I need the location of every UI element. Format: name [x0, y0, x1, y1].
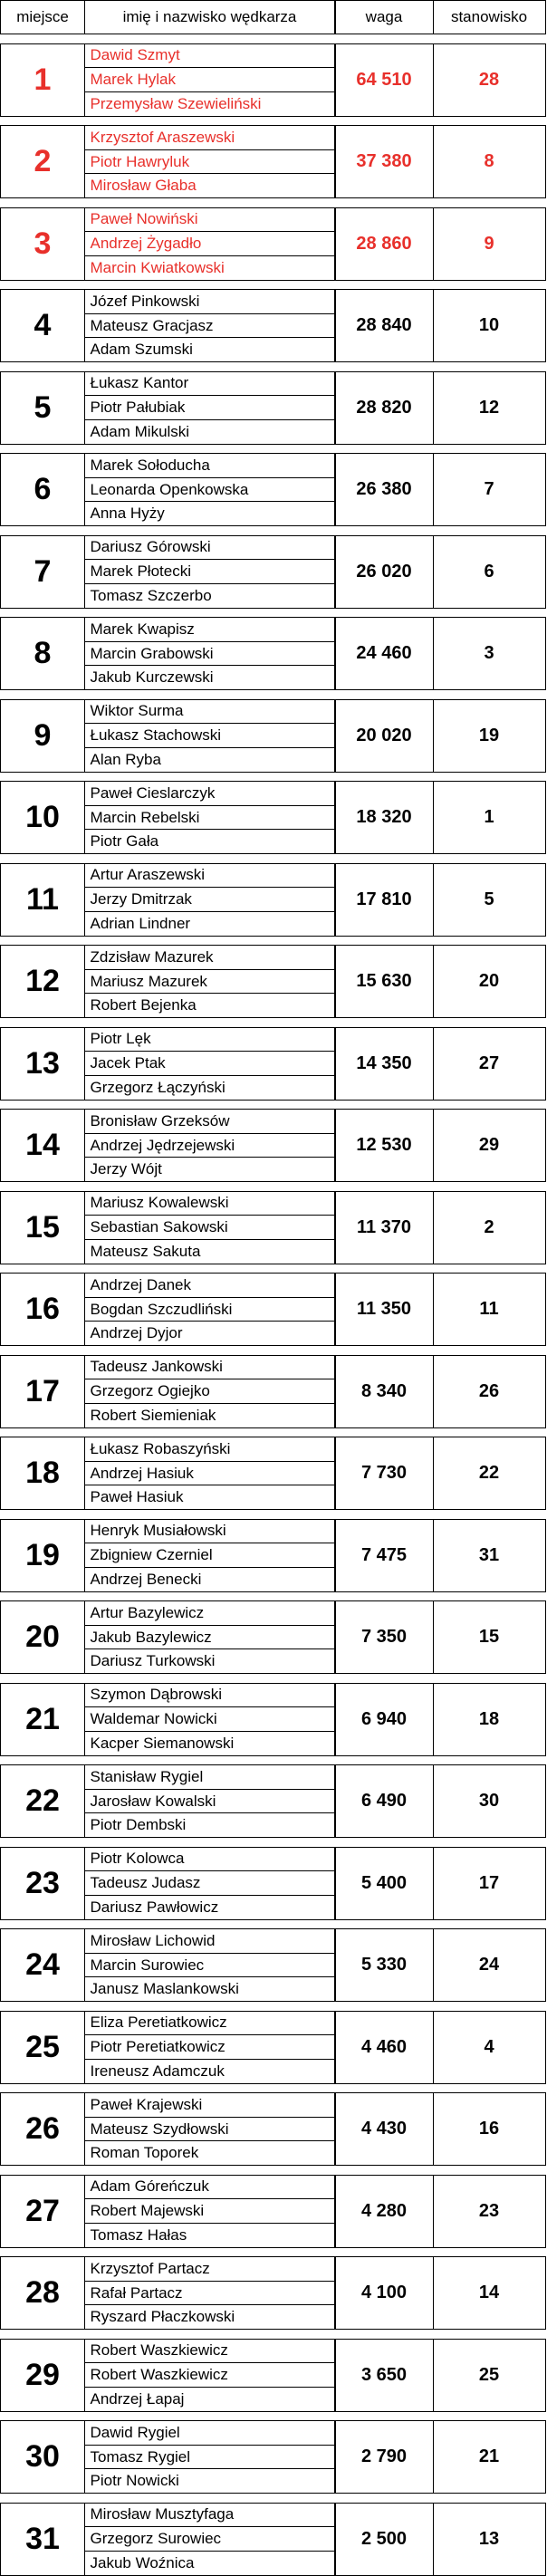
place-cell: 2: [0, 125, 85, 198]
place-cell: 26: [0, 2092, 85, 2166]
angler-name: Mariusz Mazurek: [85, 969, 335, 994]
angler-name: Zbigniew Czerniel: [85, 1543, 335, 1567]
table-row: [0, 945, 547, 1018]
names-cell: [84, 125, 336, 198]
names-cell: [84, 945, 336, 1018]
names-cell: [84, 2092, 336, 2166]
angler-name: Józef Pinkowski: [90, 292, 200, 310]
station-cell: 6: [433, 535, 546, 609]
angler-name: Marek Płotecki: [85, 559, 335, 583]
angler-name: Dawid Szmyt: [90, 46, 180, 64]
names-cell: [84, 371, 336, 445]
table-row: [0, 1928, 547, 2002]
angler-name: Piotr Dembski: [85, 1812, 335, 1837]
station-cell: 5: [433, 863, 546, 937]
names-cell: [84, 1847, 336, 1920]
table-row: [0, 1600, 547, 1674]
names-cell: [84, 289, 336, 362]
angler-name: Piotr Hawryluk: [85, 149, 335, 174]
weight-cell: 20 020: [334, 699, 434, 773]
station-cell: 15: [433, 1600, 546, 1674]
weight-cell: 12 530: [334, 1109, 434, 1182]
table-row: [0, 1109, 547, 1182]
place-cell: 1: [0, 43, 85, 117]
angler-name: Piotr Gała: [85, 829, 335, 853]
place-cell: 10: [0, 781, 85, 854]
weight-cell: 28 820: [334, 371, 434, 445]
angler-name: Grzegorz Ogiejko: [85, 1379, 335, 1403]
angler-name: Jarosław Kowalski: [85, 1789, 335, 1813]
angler-name: Paweł Hasiuk: [85, 1485, 335, 1509]
names-cell: [84, 1355, 336, 1428]
station-cell: 16: [433, 2092, 546, 2166]
angler-name: Marcin Grabowski: [85, 641, 335, 666]
table-row: [0, 2011, 547, 2084]
angler-name: Tomasz Hałas: [85, 2223, 335, 2247]
angler-name: Bronisław Grzeksów: [90, 1111, 230, 1129]
names-cell: [84, 863, 336, 937]
angler-name: Dariusz Górowski: [90, 538, 211, 556]
station-cell: 18: [433, 1683, 546, 1756]
angler-name: Piotr Lęk: [90, 1030, 151, 1048]
angler-name: Adrian Lindner: [85, 911, 335, 936]
place-cell: 20: [0, 1600, 85, 1674]
angler-name: Krzysztof Araszewski: [90, 128, 235, 146]
table-row: [0, 2503, 547, 2576]
station-cell: 2: [433, 1191, 546, 1264]
station-cell: 30: [433, 1764, 546, 1838]
names-cell: [84, 1519, 336, 1592]
angler-name: Mirosław Lichowid: [90, 1931, 216, 1949]
angler-name: Andrzej Żygadło: [85, 231, 335, 255]
table-row: [0, 1847, 547, 1920]
names-cell: [84, 453, 336, 526]
station-cell: 24: [433, 1928, 546, 2002]
names-cell: [84, 1437, 336, 1510]
table-row: [0, 125, 547, 198]
weight-cell: 5 400: [334, 1847, 434, 1920]
weight-cell: 28 840: [334, 289, 434, 362]
table-body: [0, 43, 547, 2576]
angler-name: Kacper Siemanowski: [85, 1731, 335, 1755]
names-cell: [84, 1928, 336, 2002]
place-cell: 19: [0, 1519, 85, 1592]
angler-name: Piotr Pałubiak: [85, 395, 335, 419]
angler-name: Jerzy Dmitrzak: [85, 887, 335, 911]
angler-name: Bogdan Szczudliński: [85, 1297, 335, 1322]
place-cell: 12: [0, 945, 85, 1018]
station-cell: 27: [433, 1027, 546, 1101]
angler-name: Janusz Maslankowski: [85, 1976, 335, 2001]
place-cell: 6: [0, 453, 85, 526]
table-row: [0, 535, 547, 609]
angler-name: Łukasz Robaszyński: [90, 1439, 231, 1457]
names-cell: [84, 1109, 336, 1182]
weight-cell: 7 730: [334, 1437, 434, 1510]
place-cell: 11: [0, 863, 85, 937]
angler-name: Jerzy Wójt: [85, 1157, 335, 1181]
station-cell: 10: [433, 289, 546, 362]
table-row: [0, 2339, 547, 2412]
header-weight: waga: [334, 0, 434, 34]
place-cell: 29: [0, 2339, 85, 2412]
angler-name: Tadeusz Judasz: [85, 1870, 335, 1895]
angler-name: Adam Góreńczuk: [90, 2177, 209, 2196]
table-row: [0, 1027, 547, 1101]
angler-name: Tadeusz Jankowski: [90, 1358, 223, 1376]
angler-name: Paweł Krajewski: [90, 2095, 203, 2113]
angler-name: Marek Sołoducha: [90, 456, 210, 474]
angler-name: Paweł Nowiński: [90, 210, 198, 228]
weight-cell: 37 380: [334, 125, 434, 198]
angler-name: Mateusz Gracjasz: [85, 313, 335, 338]
angler-name: Mirosław Głaba: [85, 173, 335, 197]
place-cell: 28: [0, 2256, 85, 2330]
angler-name: Piotr Kolowca: [90, 1850, 185, 1868]
angler-name: Łukasz Kantor: [90, 374, 189, 392]
table-row: [0, 1355, 547, 1428]
angler-name: Tomasz Szczerbo: [85, 583, 335, 608]
angler-name: Ryszard Płaczkowski: [85, 2304, 335, 2329]
names-cell: [84, 535, 336, 609]
angler-name: Dawid Rygiel: [90, 2423, 180, 2441]
names-cell: [84, 699, 336, 773]
names-cell: [84, 1273, 336, 1346]
angler-name: Łukasz Stachowski: [85, 723, 335, 747]
weight-cell: 26 020: [334, 535, 434, 609]
angler-name: Artur Araszewski: [90, 866, 206, 884]
station-cell: 7: [433, 453, 546, 526]
station-cell: 11: [433, 1273, 546, 1346]
angler-name: Wiktor Surma: [90, 702, 184, 720]
station-cell: 22: [433, 1437, 546, 1510]
angler-name: Jakub Woźnica: [85, 2551, 335, 2575]
table-row: [0, 617, 547, 690]
names-cell: [84, 2339, 336, 2412]
station-cell: 14: [433, 2256, 546, 2330]
angler-name: Mirosław Musztyfaga: [90, 2505, 235, 2523]
angler-name: Roman Toporek: [85, 2140, 335, 2165]
station-cell: 25: [433, 2339, 546, 2412]
angler-name: Robert Bejenka: [85, 993, 335, 1017]
angler-name: Artur Bazylewicz: [90, 1603, 205, 1621]
place-cell: 18: [0, 1437, 85, 1510]
names-cell: [84, 43, 336, 117]
weight-cell: 28 860: [334, 207, 434, 281]
table-row: [0, 781, 547, 854]
station-cell: 12: [433, 371, 546, 445]
angler-name: Jakub Kurczewski: [85, 665, 335, 689]
angler-name: Mariusz Kowalewski: [90, 1194, 229, 1212]
weight-cell: 6 940: [334, 1683, 434, 1756]
angler-name: Zdzisław Mazurek: [90, 947, 214, 966]
angler-name: Dariusz Turkowski: [85, 1648, 335, 1673]
weight-cell: 26 380: [334, 453, 434, 526]
names-cell: [84, 2175, 336, 2248]
table-header: [0, 0, 547, 34]
table-row: [0, 863, 547, 937]
place-cell: 7: [0, 535, 85, 609]
station-cell: 1: [433, 781, 546, 854]
angler-name: Tomasz Rygiel: [85, 2445, 335, 2469]
table-row: [0, 453, 547, 526]
station-cell: 26: [433, 1355, 546, 1428]
angler-name: Henryk Musiałowski: [90, 1522, 226, 1540]
names-cell: [84, 2503, 336, 2576]
weight-cell: 4 460: [334, 2011, 434, 2084]
header-place: miejsce: [0, 0, 85, 34]
table-row: [0, 1273, 547, 1346]
angler-name: Marek Hylak: [85, 67, 335, 91]
angler-name: Jakub Bazylewicz: [85, 1625, 335, 1649]
station-cell: 13: [433, 2503, 546, 2576]
station-cell: 3: [433, 617, 546, 690]
angler-name: Leonarda Openkowska: [85, 477, 335, 502]
weight-cell: 15 630: [334, 945, 434, 1018]
place-cell: 16: [0, 1273, 85, 1346]
weight-cell: 5 330: [334, 1928, 434, 2002]
angler-name: Marcin Surowiec: [85, 1953, 335, 1977]
table-row: [0, 1683, 547, 1756]
weight-cell: 4 100: [334, 2256, 434, 2330]
angler-name: Mateusz Sakuta: [85, 1239, 335, 1264]
angler-name: Robert Majewski: [85, 2198, 335, 2223]
header-station: stanowisko: [433, 0, 546, 34]
angler-name: Szymon Dąbrowski: [90, 1686, 222, 1704]
names-cell: [84, 1600, 336, 1674]
angler-name: Andrzej Hasiuk: [85, 1461, 335, 1485]
angler-name: Przemysław Szewieliński: [85, 91, 335, 116]
names-cell: [84, 781, 336, 854]
place-cell: 27: [0, 2175, 85, 2248]
station-cell: 17: [433, 1847, 546, 1920]
weight-cell: 11 350: [334, 1273, 434, 1346]
angler-name: Andrzej Benecki: [85, 1567, 335, 1591]
angler-name: Ireneusz Adamczuk: [85, 2059, 335, 2083]
weight-cell: 2 790: [334, 2420, 434, 2494]
place-cell: 15: [0, 1191, 85, 1264]
weight-cell: 14 350: [334, 1027, 434, 1101]
place-cell: 24: [0, 1928, 85, 2002]
table-row: [0, 699, 547, 773]
angler-name: Andrzej Dyjor: [85, 1321, 335, 1345]
place-cell: 9: [0, 699, 85, 773]
place-cell: 17: [0, 1355, 85, 1428]
table-row: [0, 1764, 547, 1838]
angler-name: Alan Ryba: [85, 747, 335, 772]
angler-name: Piotr Nowicki: [85, 2468, 335, 2493]
place-cell: 14: [0, 1109, 85, 1182]
angler-name: Piotr Peretiatkowicz: [85, 2034, 335, 2059]
angler-name: Krzysztof Partacz: [90, 2259, 210, 2277]
table-row: [0, 1191, 547, 1264]
names-cell: [84, 1764, 336, 1838]
station-cell: 21: [433, 2420, 546, 2494]
header-names: imię i nazwisko wędkarza: [84, 0, 336, 34]
place-cell: 4: [0, 289, 85, 362]
angler-name: Andrzej Łapaj: [85, 2387, 335, 2411]
angler-name: Grzegorz Surowiec: [85, 2526, 335, 2551]
station-cell: 28: [433, 43, 546, 117]
angler-name: Andrzej Jędrzejewski: [85, 1133, 335, 1158]
place-cell: 22: [0, 1764, 85, 1838]
station-cell: 20: [433, 945, 546, 1018]
weight-cell: 8 340: [334, 1355, 434, 1428]
angler-name: Paweł Cieslarczyk: [90, 783, 216, 802]
angler-name: Jacek Ptak: [85, 1051, 335, 1075]
names-cell: [84, 1683, 336, 1756]
angler-name: Marcin Kwiatkowski: [85, 255, 335, 280]
place-cell: 25: [0, 2011, 85, 2084]
weight-cell: 4 280: [334, 2175, 434, 2248]
station-cell: 31: [433, 1519, 546, 1592]
names-cell: [84, 207, 336, 281]
weight-cell: 11 370: [334, 1191, 434, 1264]
angler-name: Dariusz Pawłowicz: [85, 1895, 335, 1919]
angler-name: Eliza Peretiatkowicz: [90, 2014, 227, 2032]
place-cell: 21: [0, 1683, 85, 1756]
weight-cell: 24 460: [334, 617, 434, 690]
station-cell: 4: [433, 2011, 546, 2084]
table-row: [0, 2175, 547, 2248]
table-row: [0, 289, 547, 362]
angler-name: Robert Siemieniak: [85, 1403, 335, 1427]
angler-name: Grzegorz Łączyński: [85, 1075, 335, 1100]
table-row: [0, 2256, 547, 2330]
place-cell: 3: [0, 207, 85, 281]
place-cell: 31: [0, 2503, 85, 2576]
table-row: [0, 1519, 547, 1592]
weight-cell: 3 650: [334, 2339, 434, 2412]
weight-cell: 4 430: [334, 2092, 434, 2166]
place-cell: 5: [0, 371, 85, 445]
names-cell: [84, 1191, 336, 1264]
place-cell: 30: [0, 2420, 85, 2494]
names-cell: [84, 2256, 336, 2330]
place-cell: 13: [0, 1027, 85, 1101]
angler-name: Marek Kwapisz: [90, 620, 195, 638]
angler-name: Robert Waszkiewicz: [85, 2362, 335, 2387]
angler-name: Mateusz Szydłowski: [85, 2117, 335, 2141]
angler-name: Anna Hyży: [85, 501, 335, 525]
table-row: [0, 371, 547, 445]
place-cell: 8: [0, 617, 85, 690]
weight-cell: 7 350: [334, 1600, 434, 1674]
weight-cell: 6 490: [334, 1764, 434, 1838]
table-row: [0, 207, 547, 281]
angler-name: Adam Szumski: [85, 337, 335, 361]
angler-name: Stanisław Rygiel: [90, 1767, 204, 1785]
angler-name: Marcin Rebelski: [85, 805, 335, 830]
names-cell: [84, 1027, 336, 1101]
angler-name: Robert Waszkiewicz: [90, 2341, 228, 2360]
angler-name: Rafał Partacz: [85, 2281, 335, 2305]
angler-name: Andrzej Danek: [90, 1275, 192, 1293]
weight-cell: 64 510: [334, 43, 434, 117]
names-cell: [84, 617, 336, 690]
table-row: [0, 2092, 547, 2166]
station-cell: 23: [433, 2175, 546, 2248]
place-cell: 23: [0, 1847, 85, 1920]
angler-name: Waldemar Nowicki: [85, 1706, 335, 1731]
weight-cell: 2 500: [334, 2503, 434, 2576]
angler-name: Adam Mikulski: [85, 419, 335, 444]
table-row: [0, 2420, 547, 2494]
weight-cell: 17 810: [334, 863, 434, 937]
station-cell: 29: [433, 1109, 546, 1182]
station-cell: 19: [433, 699, 546, 773]
table-row: [0, 1437, 547, 1510]
angler-name: Sebastian Sakowski: [85, 1215, 335, 1239]
station-cell: 8: [433, 125, 546, 198]
weight-cell: 18 320: [334, 781, 434, 854]
station-cell: 9: [433, 207, 546, 281]
names-cell: [84, 2011, 336, 2084]
names-cell: [84, 2420, 336, 2494]
weight-cell: 7 475: [334, 1519, 434, 1592]
table-row: [0, 43, 547, 117]
